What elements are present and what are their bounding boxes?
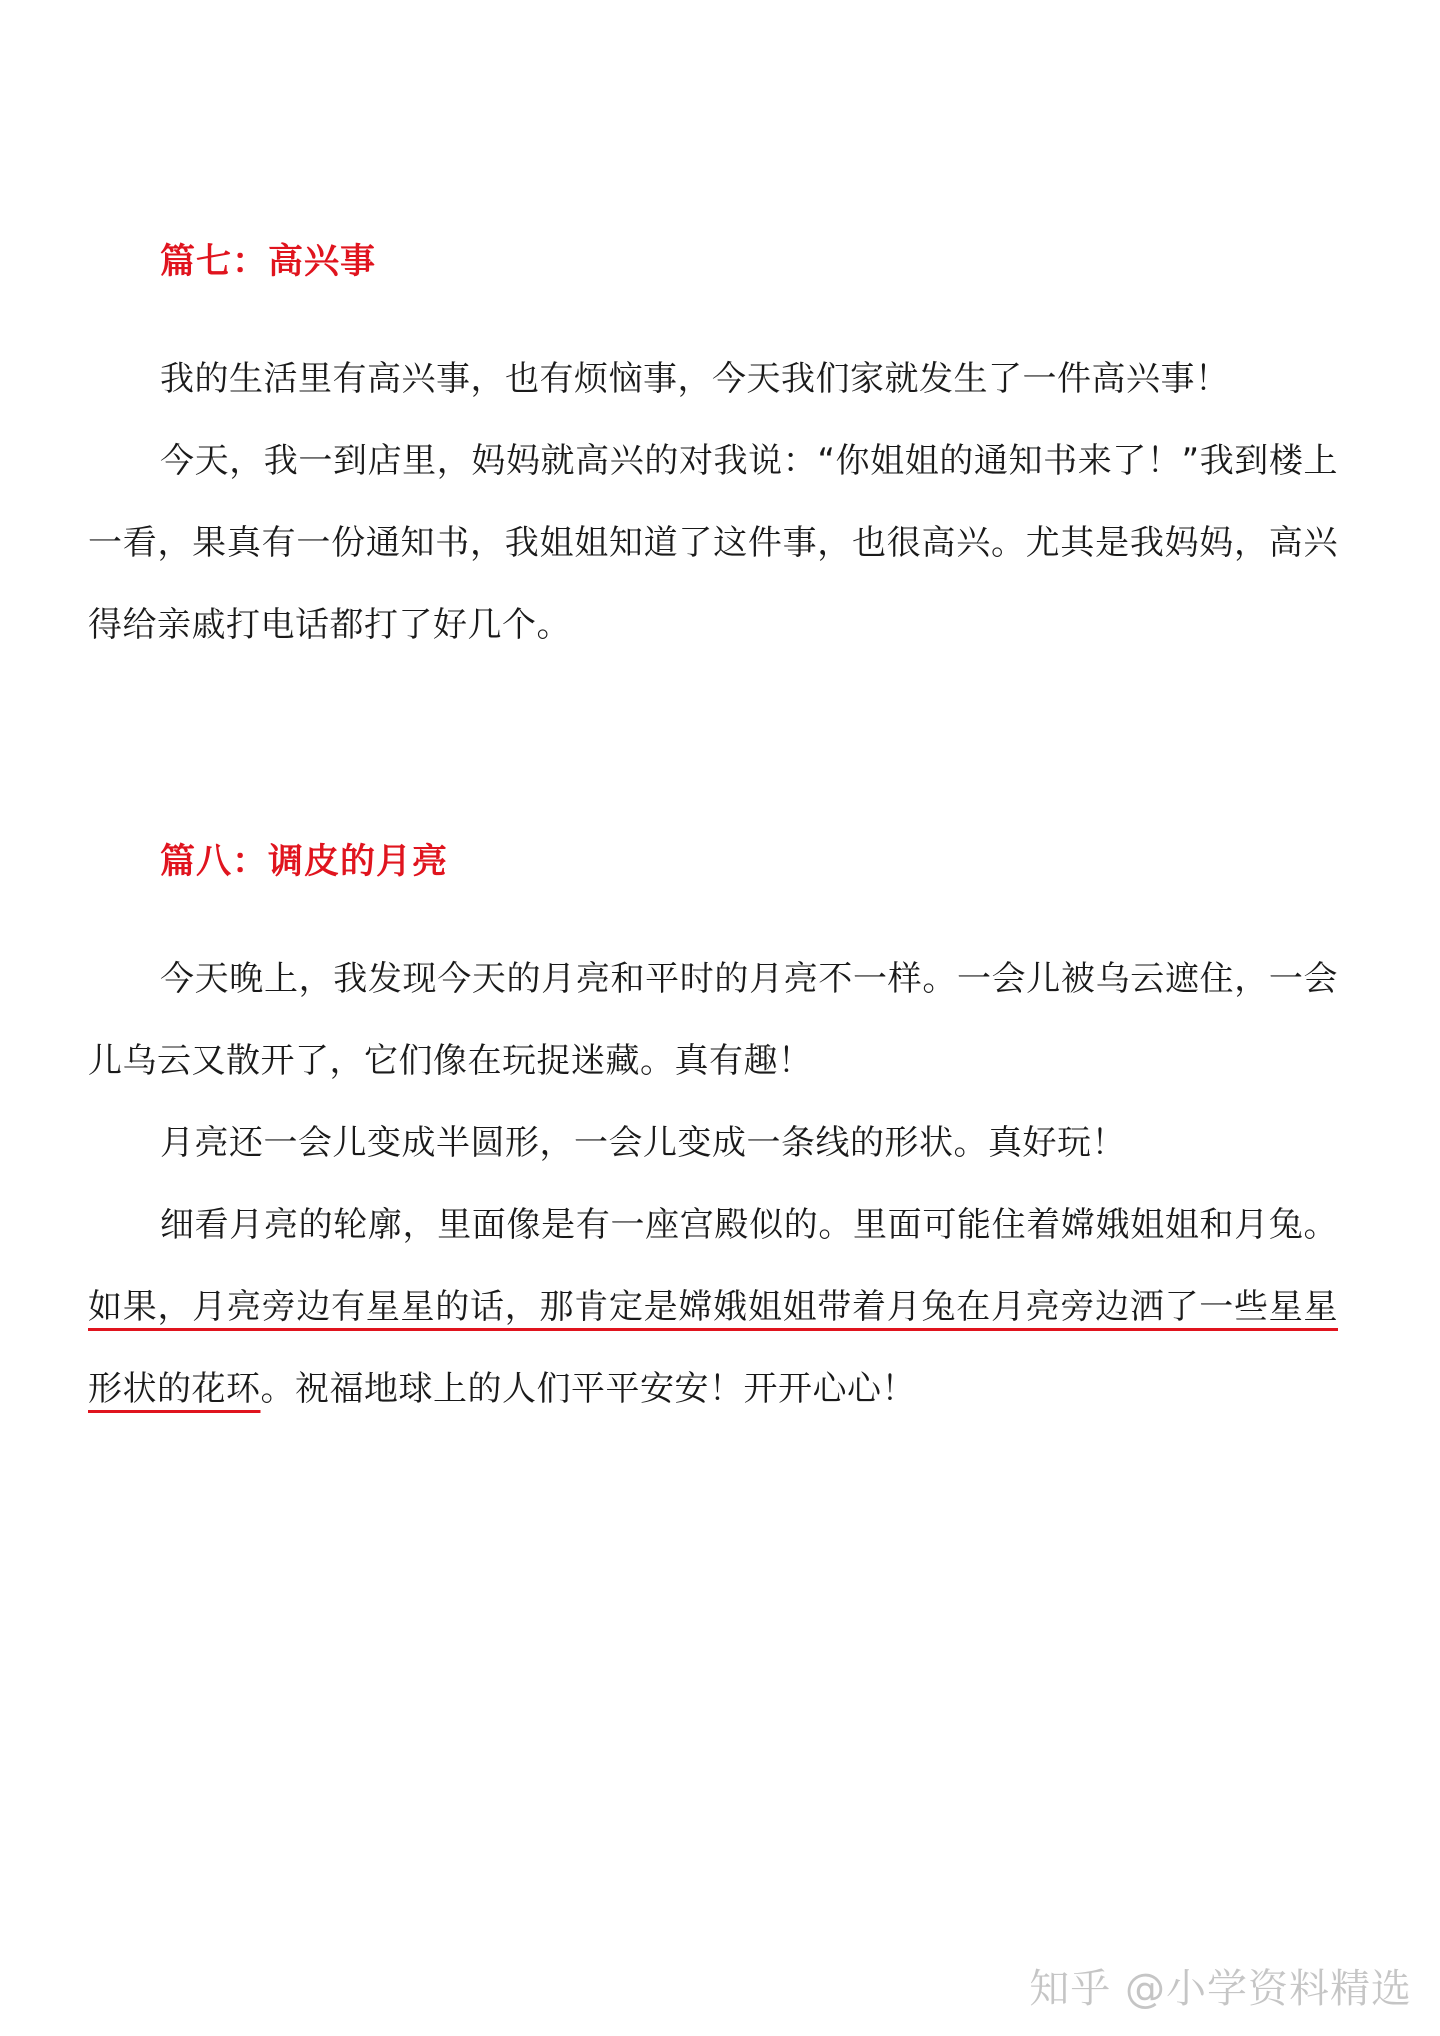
paragraph-text: 。祝福地球上的人们平平安安！开开心心！ [260, 1369, 916, 1409]
paragraph-with-underline [88, 1184, 1338, 1430]
section-naughty-moon [88, 832, 1338, 1430]
paragraph: 我的生活里有高兴事，也有烦恼事，今天我们家就发生了一件高兴事！ [160, 359, 1230, 399]
section-happy-event [88, 232, 1338, 666]
paragraph: 月亮还一会儿变成半圆形，一会儿变成一条线的形状。真好玩！ [160, 1123, 1126, 1163]
section-heading: 篇八：调皮的月亮 [160, 842, 449, 882]
underlined-text: 如果，月亮旁边有星星的话，那肯定是嫦娥姐姐带着月兔在月亮旁边洒了一些星星形状的花环 [88, 1287, 1338, 1409]
paragraph: 今天，我一到店里，妈妈就高兴的对我说：“你姐姐的通知书来了！”我到楼上一看，果真有一份通知书，我姐姐知道了这件事，也很高兴。尤其是我妈妈，高兴得给亲戚打电话都打了好几个。 [88, 441, 1338, 645]
paragraph: 今天晚上，我发现今天的月亮和平时的月亮不一样。一会儿被乌云遮住，一会儿乌云又散开了，它们像在玩捉迷藏。真有趣！ [88, 959, 1338, 1081]
section-heading: 篇七：高兴事 [160, 242, 377, 282]
paragraph-text: 细看月亮的轮廓，里面像是有一座宫殿似的。里面可能住着嫦娥姐姐和月兔。 [160, 1205, 1338, 1245]
watermark: 知乎 @小学资料精选 [1029, 1966, 1412, 2012]
